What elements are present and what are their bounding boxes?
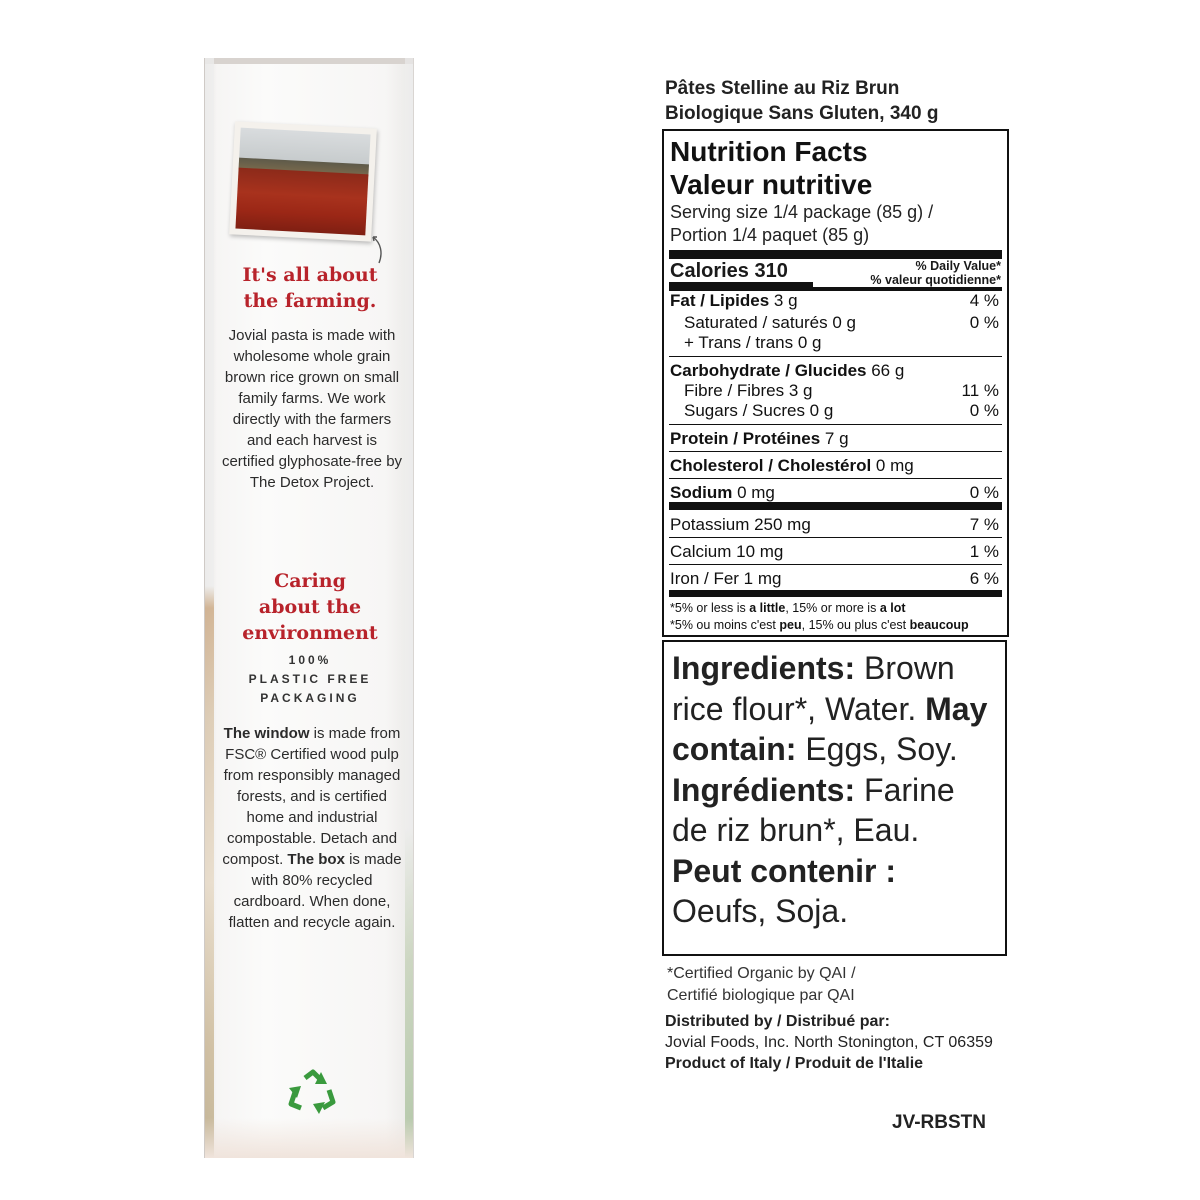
nutrient-amount: Saturated / saturés 0 g — [684, 313, 856, 332]
product-name-line1: Pâtes Stelline au Riz Brun — [665, 78, 900, 99]
footnote-fr — [670, 617, 969, 633]
nutrient-name: Fat / Lipides — [670, 291, 770, 310]
footnote-en — [670, 600, 906, 616]
nutrient-percent: 0 % — [969, 401, 999, 420]
row-divider — [669, 537, 1002, 538]
nutrient-name: Cholesterol / Cholestérol — [670, 456, 872, 475]
farming-heading-line2: the farming. — [243, 290, 377, 312]
distributor-block — [665, 1011, 993, 1074]
may-contain-text: Eggs, Soy. — [796, 731, 958, 767]
nutrient-row — [670, 456, 999, 476]
daily-value-fr: % valeur quotidienne* — [870, 273, 1001, 287]
ingredients-en: Brown rice flour*, Water. — [672, 650, 955, 727]
nutrition-facts-panel — [662, 129, 1009, 637]
thick-rule — [669, 250, 1002, 259]
footnote-text: , 15% ou plus c'est — [801, 618, 910, 632]
box-bold: The box — [287, 851, 345, 868]
environment-heading-line3: environment — [242, 622, 378, 644]
window-box-text — [219, 723, 405, 933]
product-code: JV-RBSTN — [892, 1112, 986, 1133]
recycle-icon — [285, 1068, 341, 1118]
certified-organic — [667, 963, 856, 1007]
nutrient-amount: Sugars / Sucres 0 g — [684, 401, 834, 420]
row-divider — [669, 451, 1002, 452]
nutrient-percent: 11 % — [961, 381, 999, 400]
footnote-bold: peu — [779, 618, 802, 632]
nutrient-percent: 0 % — [969, 483, 999, 502]
nutrient-amount: Iron / Fer 1 mg — [670, 569, 782, 588]
packaging-label: PACKAGING — [260, 691, 360, 705]
nutrient-row — [684, 333, 999, 353]
nutrient-amount: Potassium 250 mg — [670, 515, 811, 534]
packaging-percent: 100% — [288, 653, 332, 667]
farm-photo — [229, 121, 377, 241]
nutrient-percent: 6 % — [969, 569, 999, 588]
nutrient-row — [670, 483, 999, 503]
nutrition-title-en: Nutrition Facts — [670, 136, 868, 167]
panel-top-edge — [205, 58, 413, 64]
calories: Calories 310 — [670, 260, 788, 282]
daily-value-heading — [870, 259, 1001, 287]
product-name — [665, 76, 1025, 126]
panel-bottom-edge — [205, 1118, 413, 1158]
peut-contenir-text: Oeufs, Soja. — [672, 893, 849, 929]
nutrient-name: Carbohydrate / Glucides — [670, 361, 867, 380]
ingredients-fr: Farine de riz brun*, Eau. — [672, 771, 955, 848]
nutrient-row — [670, 429, 999, 449]
footnote-bold: a little — [749, 601, 786, 615]
may-contain-label: May contain: — [672, 690, 988, 767]
nutrient-name: Protein / Protéines — [670, 429, 821, 448]
nutrient-amount: 0 mg — [871, 456, 914, 475]
serving-size-fr: Portion 1/4 paquet (85 g) — [670, 225, 870, 245]
nutrient-amount: 0 mg — [732, 483, 775, 502]
nutrient-row — [670, 291, 999, 311]
footnote-text: *5% ou moins c'est — [670, 618, 780, 632]
distributed-by-label: Distributed by / Distribué par: — [665, 1013, 890, 1030]
nutrient-row — [684, 313, 999, 333]
certified-en: *Certified Organic by QAI / — [667, 965, 856, 982]
footnote-text: , 15% or more is — [785, 601, 880, 615]
nutrient-row — [670, 569, 999, 589]
environment-heading — [205, 568, 414, 646]
farming-heading — [205, 262, 414, 314]
serving-size — [670, 201, 933, 247]
nutrient-percent: 0 % — [969, 313, 999, 332]
box-text: is made with 80% recycled cardboard. When done, flatten and recycle again. — [228, 851, 402, 931]
environment-heading-line2: about the — [258, 596, 362, 618]
product-origin: Product of Italy / Produit de l'Italie — [665, 1055, 924, 1072]
nutrient-row — [684, 381, 999, 401]
product-name-line2: Biologique Sans Gluten, 340 g — [665, 103, 939, 124]
nutrient-amount: + Trans / trans 0 g — [684, 333, 822, 352]
distributor-name: Jovial Foods, Inc. North Stonington, CT 06359 — [665, 1034, 993, 1051]
certified-fr: Certifié biologique par QAI — [667, 987, 855, 1004]
thick-rule — [669, 590, 1002, 597]
nutrient-percent: 4 % — [969, 291, 999, 310]
nutrient-percent: 1 % — [969, 542, 999, 561]
row-divider — [669, 424, 1002, 425]
footnote-bold: beaucoup — [909, 618, 969, 632]
nutrient-amount: Calcium 10 mg — [670, 542, 784, 561]
nutrition-title-fr: Valeur nutritive — [670, 169, 873, 200]
nutrient-amount: Fibre / Fibres 3 g — [684, 381, 813, 400]
footnote-text: *5% or less is — [670, 601, 750, 615]
nutrient-amount: 66 g — [866, 361, 905, 380]
nutrient-row — [670, 542, 999, 562]
row-divider — [669, 356, 1002, 357]
row-divider — [669, 564, 1002, 565]
farming-text: Jovial pasta is made with wholesome whole grain brown rice grown on small family farms. We work directly with the farmers and each harvest is certified glyphosate-free by The Detox Project. — [221, 327, 403, 491]
nutrient-amount: 7 g — [820, 429, 849, 448]
footnote-bold: a lot — [879, 601, 906, 615]
ingredients-label: Ingredients: — [672, 650, 856, 686]
environment-heading-line1: Caring — [274, 570, 346, 592]
arrow-icon — [365, 231, 387, 265]
ingredients-panel — [662, 640, 1007, 956]
nutrient-row — [684, 401, 999, 421]
nutrient-row — [670, 361, 999, 381]
nutrient-percent: 7 % — [969, 515, 999, 534]
box-side-panel — [204, 58, 414, 1158]
nutrient-amount: 3 g — [769, 291, 798, 310]
nutrient-name: Sodium — [670, 483, 733, 502]
daily-value-en: % Daily Value* — [915, 259, 1001, 273]
ingredients-fr-label: Ingrédients: — [672, 771, 856, 808]
photo-red-field — [235, 168, 368, 236]
farming-heading-line1: It's all about — [242, 264, 378, 286]
ingredients-text — [672, 648, 997, 932]
row-divider — [669, 478, 1002, 479]
serving-size-en: Serving size 1/4 package (85 g) / — [670, 202, 934, 222]
nutrition-title — [670, 135, 872, 201]
window-text: is made from FSC® Certified wood pulp from responsibly managed forests, and is certified home and industrial compostable. Detach and compost. — [222, 725, 401, 868]
nutrient-row — [670, 515, 999, 535]
window-bold: The window — [223, 725, 310, 742]
thick-rule — [669, 502, 1002, 510]
packaging-plastic-free: PLASTIC FREE — [248, 672, 372, 686]
peut-contenir-label: Peut contenir : — [672, 852, 897, 889]
